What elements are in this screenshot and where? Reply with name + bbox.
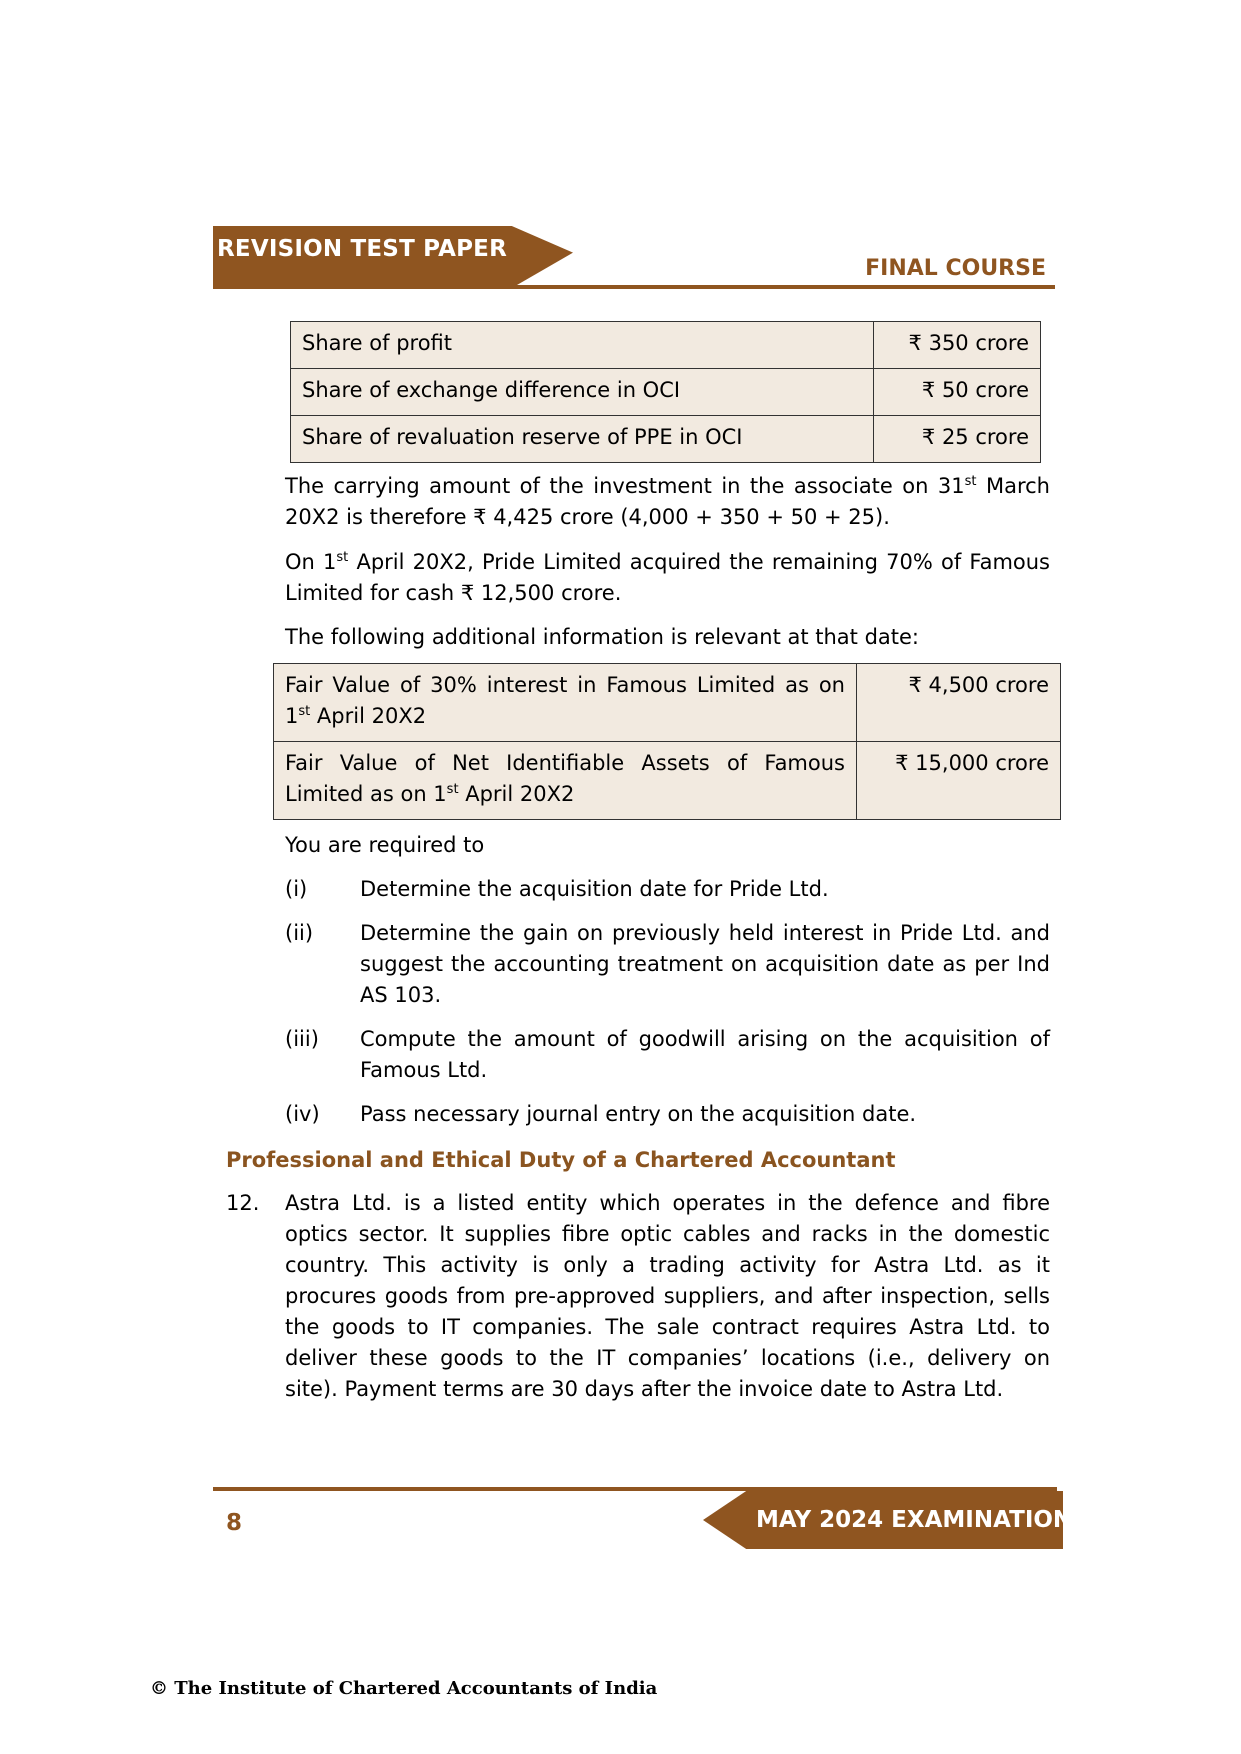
footer-exam-label: MAY 2024 EXAMINATION	[756, 1507, 1073, 1533]
table-row	[291, 369, 1041, 416]
header-rule	[213, 285, 1055, 289]
paragraph-carrying-amount: The carrying amount of the investment in the associate on 31st March 20X2 is therefore ₹ 4,425 crore (4,000 + 350 + 50 + 25).	[285, 474, 1050, 529]
header-right-label: FINAL COURSE	[865, 256, 1046, 281]
list-item-text: Determine the acquisition date for Pride Ltd.	[360, 877, 829, 901]
fair-value-table	[273, 663, 1061, 820]
list-item-text: Compute the amount of goodwill arising on the acquisition of Famous Ltd.	[360, 1027, 1050, 1082]
table-cell-label: Share of revaluation reserve of PPE in OCI	[291, 416, 874, 463]
required-intro: You are required to	[285, 833, 485, 857]
table-cell-label: Fair Value of Net Identifiable Assets of Famous Limited as on 1st April 20X2	[274, 742, 857, 820]
table-cell-label: Share of profit	[291, 322, 874, 369]
paragraph-additional-info: The following additional information is relevant at that date:	[285, 625, 919, 649]
copyright-notice: © The Institute of Chartered Accountants of India	[150, 1678, 658, 1699]
table-cell-amount: ₹ 4,500 crore	[857, 664, 1061, 742]
list-item-number: (iii)	[285, 1027, 319, 1051]
question-number: 12.	[226, 1191, 260, 1215]
question-text: Astra Ltd. is a listed entity which operates in the defence and fibre optics sector. It supplies fibre optic cables and racks in the domestic country. This activity is only a trading activity for Astra Ltd. as it procures goods from pre-approved suppliers, and after inspection, sells the goods to IT companies. The sale contract requires Astra Ltd. to deliver these goods to the IT companies’ locations (i.e., delivery on site). Payment terms are 30 days after the invoice date to Astra Ltd.	[285, 1191, 1050, 1401]
list-item-text: Determine the gain on previously held interest in Pride Ltd. and suggest the accounting treatment on acquisition date as per Ind AS 103.	[360, 921, 1050, 1007]
table-cell-label: Fair Value of 30% interest in Famous Limited as on 1st April 20X2	[274, 664, 857, 742]
list-item-number: (iv)	[285, 1102, 320, 1126]
list-item-number: (i)	[285, 877, 308, 901]
list-item-text: Pass necessary journal entry on the acquisition date.	[360, 1102, 917, 1126]
section-heading: Professional and Ethical Duty of a Chartered Accountant	[226, 1148, 896, 1172]
page-number: 8	[226, 1510, 243, 1536]
table-cell-amount: ₹ 15,000 crore	[857, 742, 1061, 820]
list-item-number: (ii)	[285, 921, 314, 945]
header-left-label: REVISION TEST PAPER	[217, 236, 507, 262]
table-row	[291, 322, 1041, 369]
table-row	[274, 664, 1061, 742]
table-cell-amount: ₹ 50 crore	[874, 369, 1041, 416]
table-cell-label: Share of exchange difference in OCI	[291, 369, 874, 416]
paragraph-acquisition: On 1st April 20X2, Pride Limited acquired the remaining 70% of Famous Limited for cash ₹ 12,500 crore.	[285, 550, 1050, 605]
footer-rule	[213, 1487, 1057, 1491]
share-table	[290, 321, 1041, 463]
table-cell-amount: ₹ 350 crore	[874, 322, 1041, 369]
table-row	[291, 416, 1041, 463]
table-row	[274, 742, 1061, 820]
table-cell-amount: ₹ 25 crore	[874, 416, 1041, 463]
